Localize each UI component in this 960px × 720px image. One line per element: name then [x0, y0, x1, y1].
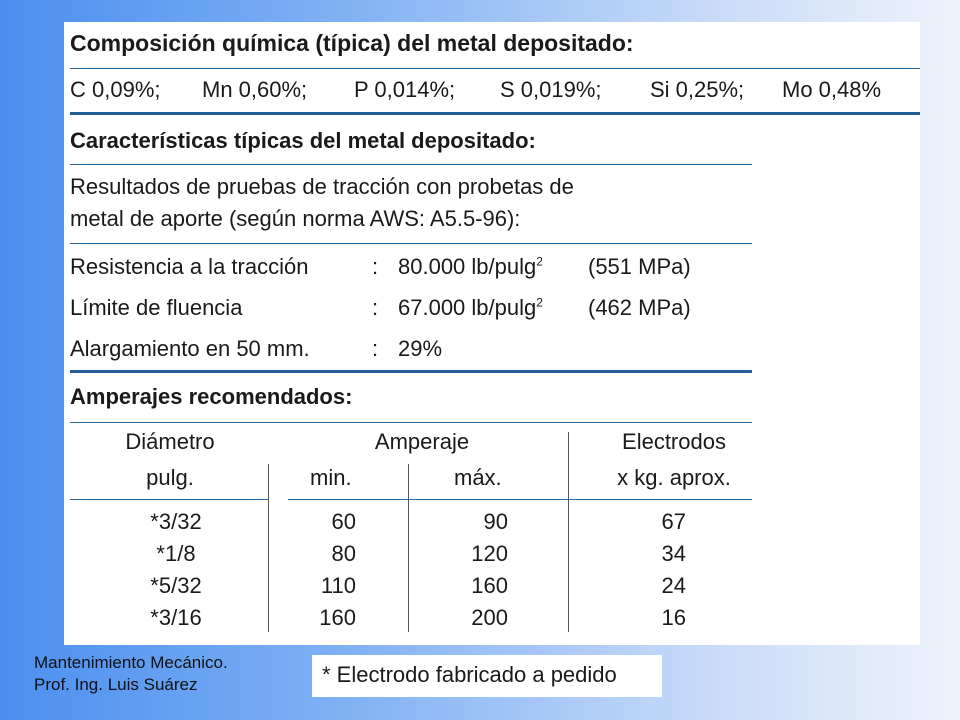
col-electrodes-unit: x kg. aprox. [617, 465, 731, 490]
composition-heading: Composición química (típica) del metal depositado: [70, 30, 634, 56]
composition-s: S 0,019%; [500, 77, 602, 102]
max-cell: 200 [471, 605, 508, 630]
composition-p: P 0,014%; [354, 77, 456, 102]
diameter-cell: *1/8 [156, 541, 196, 566]
yield-value: 67.000 lb/pulg$^2$ [398, 295, 543, 320]
tensile-mpa: (551 MPa) [588, 254, 691, 279]
diameter-cell: *3/32 [150, 509, 202, 534]
intro-line-2: metal de aporte (según norma AWS: A5.5-96): [70, 206, 521, 231]
author-name: Prof. Ing. Luis Suárez [34, 675, 198, 694]
footer-credits [34, 652, 228, 696]
min-cell: 60 [331, 509, 356, 534]
col-diameter: Diámetro [125, 429, 215, 454]
divider [70, 68, 920, 69]
diameter-cell: *5/32 [150, 573, 202, 598]
tensile-value: 80.000 lb/pulg$^2$ [398, 254, 543, 279]
col-amperage: Amperaje [374, 429, 470, 454]
electrodes-cell: 16 [661, 605, 686, 630]
divider [70, 243, 752, 244]
col-min: min. [310, 465, 352, 490]
divider-thick [70, 112, 920, 115]
col-diameter-unit: pulg. [146, 465, 194, 490]
divider [288, 499, 752, 500]
max-cell: 90 [483, 509, 508, 534]
elongation-sep: : [372, 336, 379, 361]
diameter-cell: *3/16 [150, 605, 202, 630]
course-name: Mantenimiento Mecánico. [34, 653, 228, 672]
max-cell: 160 [471, 573, 508, 598]
column-rule [268, 464, 269, 632]
elongation-label: Alargamiento en 50 mm. [70, 336, 310, 361]
divider-thick [70, 370, 752, 373]
yield-label: Límite de fluencia [70, 295, 243, 320]
divider [70, 164, 752, 165]
composition-mo: Mo 0,48% [782, 77, 882, 102]
min-cell: 80 [331, 541, 356, 566]
divider [70, 499, 268, 500]
composition-c: C 0,09%; [70, 77, 161, 102]
column-rule [568, 432, 569, 632]
yield-mpa: (462 MPa) [588, 295, 691, 320]
max-cell: 120 [471, 541, 508, 566]
composition-si: Si 0,25%; [650, 77, 745, 102]
electrodes-cell: 34 [661, 541, 686, 566]
min-cell: 110 [320, 573, 356, 598]
footnote-text: * Electrodo fabricado a pedido [322, 662, 617, 687]
footnote-box [312, 655, 662, 697]
col-max: máx. [454, 465, 502, 490]
elongation-value: 29% [398, 336, 443, 361]
spec-sheet [64, 22, 920, 645]
characteristics-heading: Características típicas del metal depositado: [70, 128, 536, 153]
yield-sep: : [372, 295, 379, 320]
min-cell: 160 [319, 605, 356, 630]
column-rule [408, 464, 409, 632]
divider [288, 422, 752, 423]
electrodes-cell: 24 [661, 573, 686, 598]
col-electrodes: Electrodos [622, 429, 726, 454]
composition-mn: Mn 0,60%; [202, 77, 308, 102]
amperage-heading: Amperajes recomendados: [70, 384, 353, 409]
electrodes-cell: 67 [661, 509, 686, 534]
tensile-label: Resistencia a la tracción [70, 254, 309, 279]
intro-line-1: Resultados de pruebas de tracción con probetas de [70, 174, 574, 199]
tensile-sep: : [372, 254, 379, 279]
